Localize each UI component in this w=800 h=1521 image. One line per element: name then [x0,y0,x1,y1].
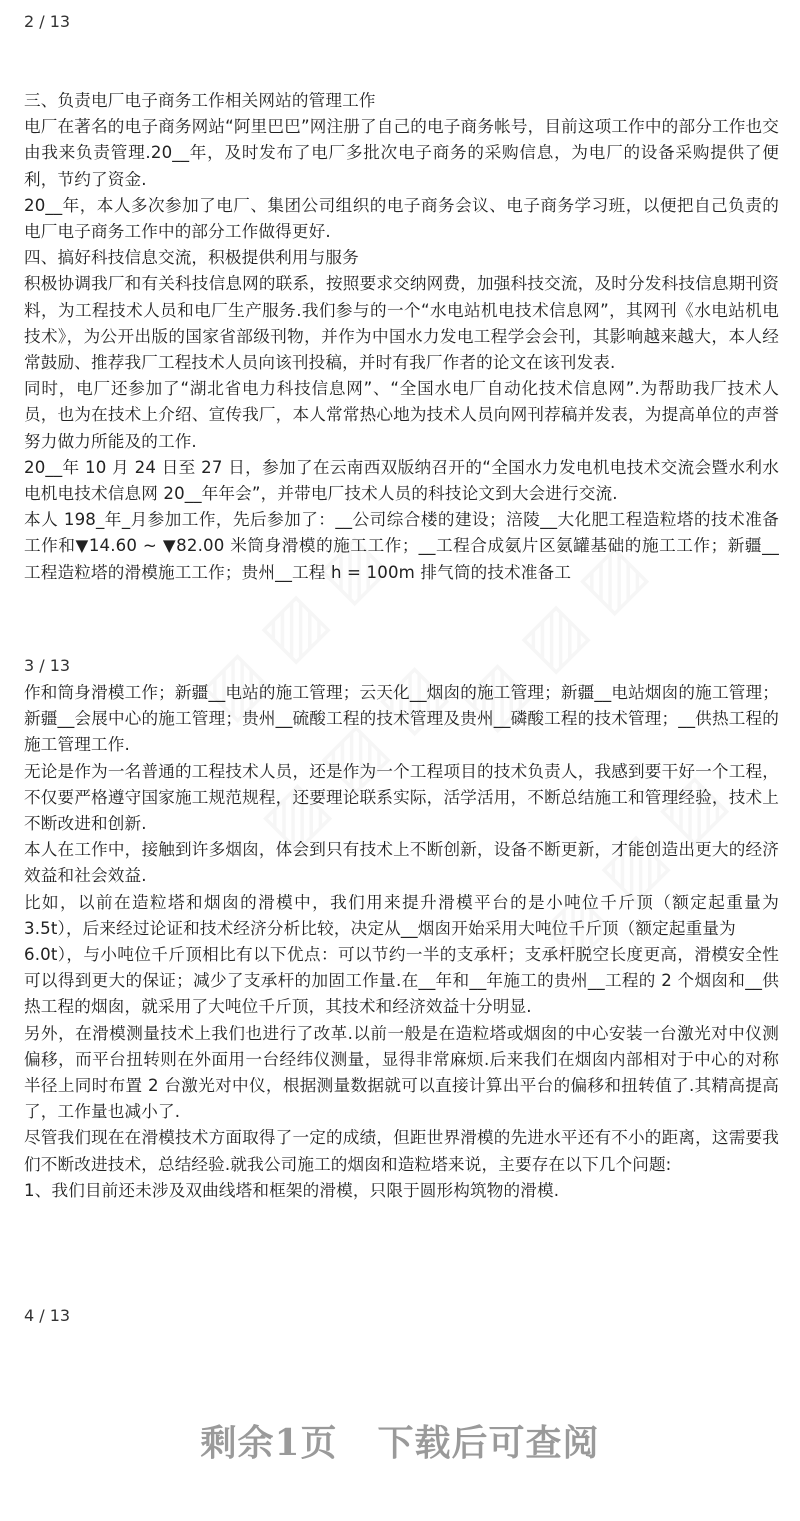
paragraph: 积极协调我厂和有关科技信息网的联系，按照要求交纳网费，加强科技交流，及时分发科技信息期刊资料，为工程技术人员和电厂生产服务.我们参与的一个“水电站机电技术信息网”，其网刊《水电站机电技术》，为公开出版的国家省部级刊物，并作为中国水力发电工程学会会刊，其影响越来越大，本人经常鼓励、推荐我厂工程技术人员向该刊投稿，并时有我厂作者的论文在该刊发表. [24,274,779,373]
paragraph: 另外，在滑模测量技术上我们也进行了改革.以前一般是在造粒塔或烟囱的中心安装一台激光对中仪测偏移，而平台扭转则在外面用一台经纬仪测量，显得非常麻烦.后来我们在烟囱内部相对于中心的对称半径上同时布置 2 台激光对中仪，根据测量数据就可以直接计算出平台的偏移和扭转值了.其精高提高了，工作量也减小了. [24,1023,779,1122]
page-number-3: 3 / 13 [24,656,71,675]
page-number-2: 2 / 13 [24,12,71,31]
paragraph: 尽管我们现在在滑模技术方面取得了一定的成绩，但距世界滑模的先进水平还有不小的距离，这需要我们不断改进技术，总结经验.就我公司施工的烟囱和造粒塔来说，主要存在以下几个问题: [24,1128,779,1174]
heading-section-3: 三、负责电厂电子商务工作相关网站的管理工作 [24,91,376,110]
text-section-page3 [24,680,779,1204]
cropped-previous-line [24,0,144,2]
paragraph: 6.0t），与小吨位千斤顶相比有以下优点：可以节约一半的支承杆；支承杆脱空长度更高，滑模安全性可以得到更大的保证；减少了支承杆的加固工作量.在__年和__年施工的贵州__工程的 2 个烟囱和__供热工程的烟囱，就采用了大吨位千斤顶，其技术和经济效益十分明显. [24,945,779,1017]
paragraph: 1、我们目前还未涉及双曲线塔和框架的滑模，只限于圆形构筑物的滑模. [24,1180,560,1200]
paragraph: 无论是作为一名普通的工程技术人员，还是作为一个工程项目的技术负责人，我感到要干好一个工程，不仅要严格遵守国家施工规范规程，还要理论联系实际，活学活用，不断总结施工和管理经验，技术上不断改进和创新. [24,761,779,834]
paragraph: 同时，电厂还参加了“湖北省电力科技信息网”、“全国水电厂自动化技术信息网”.为帮助我厂技术人员，也为在技术上介绍、宣传我厂，本人常常热心地为技术人员向网刊荐稿并发表，为提高单位的声誉努力做力所能及的工作. [24,379,779,451]
paragraph: 20__年 10 月 24 日至 27 日，参加了在云南西双版纳召开的“全国水力发电机电技术交流会暨水利水电机电技术信息网 20__年年会”，并带电厂技术人员的科技论文到大会进行交流. [24,457,779,504]
page-number-4: 4 / 13 [24,1306,71,1325]
paragraph: 比如，以前在造粒塔和烟囱的滑模中，我们用来提升滑模平台的是小吨位千斤顶（额定起重量为 3.5t），后来经过论证和技术经济分析比较，决定从__烟囱开始采用大吨位千斤顶（额定起重量为 [24,892,779,938]
download-to-view-label: 下载后可查阅 [377,1422,600,1464]
heading-section-4: 四、搞好科技信息交流，积极提供利用与服务 [24,248,359,268]
paragraph: 电厂在著名的电子商务网站“阿里巴巴”网注册了自己的电子商务帐号，目前这项工作中的部分工作也交由我来负责管理.20__年，及时发布了电厂多批次电子商务的采购信息，为电厂的设备采购提供了便利，节约了资金. [24,117,779,189]
text-section-page2 [24,88,779,586]
paragraph: 作和筒身滑模工作；新疆__电站的施工管理；云天化__烟囱的施工管理；新疆__电站烟囱的施工管理；新疆__会展中心的施工管理；贵州__硫酸工程的技术管理及贵州__磷酸工程的技术管理；__供热工程的施工管理工作. [24,683,779,755]
paragraph: 本人在工作中，接触到许多烟囱，体会到只有技术上不断创新，设备不断更新，才能创造出更大的经济效益和社会效益. [24,840,779,886]
paragraph: 20__年，本人多次参加了电厂、集团公司组织的电子商务会议、电子商务学习班，以便把自己负责的电厂电子商务工作中的部分工作做得更好. [24,195,779,242]
remaining-pages-label: 剩余1页 [200,1422,338,1464]
paragraph: 本人 198_年_月参加工作，先后参加了：__公司综合楼的建设；涪陵__大化肥工程造粒塔的技术准备工作和▼14.60 ~ ▼82.00 米筒身滑模的施工工作；__工程合成氨片区氨罐基础的施工工作；新疆__工程造粒塔的滑模施工工作；贵州__工程 h = 100m 排气筒的技术准备工 [24,510,779,582]
download-prompt-banner[interactable] [0,1415,800,1466]
